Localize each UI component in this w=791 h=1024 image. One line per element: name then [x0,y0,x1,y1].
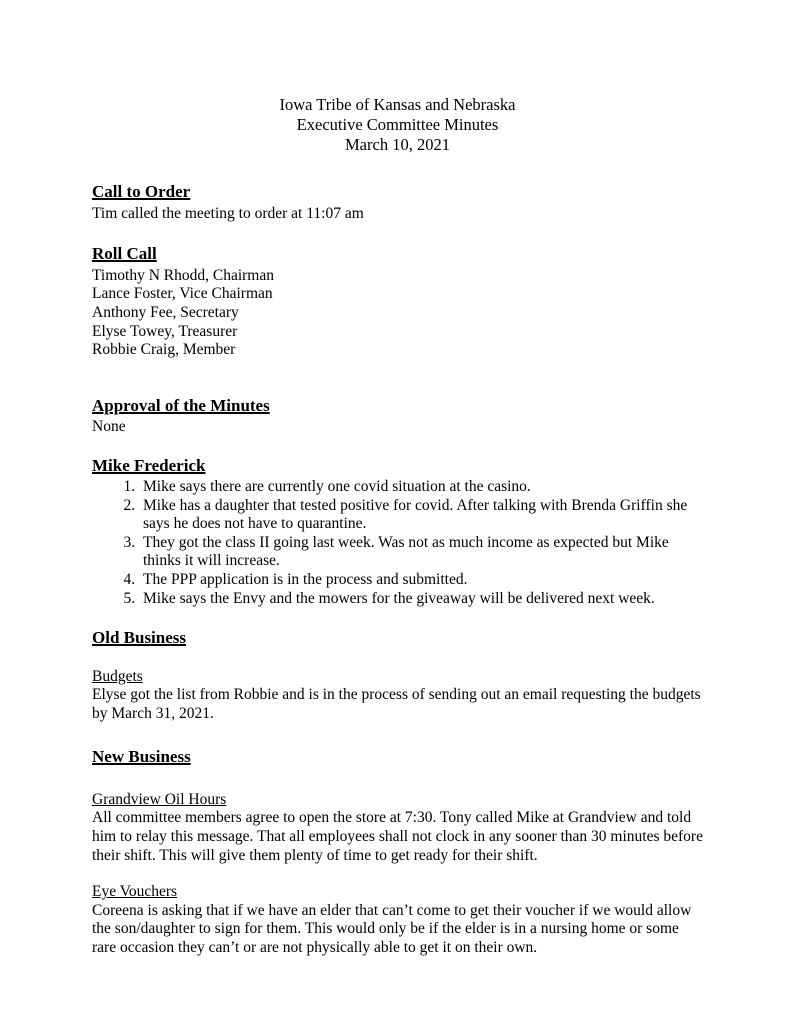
call-to-order-text: Tim called the meeting to order at 11:07 am [92,204,364,222]
section-heading-new-business: New Business [92,747,191,767]
section-mike-frederick [92,456,703,609]
section-heading-call-to-order: Call to Order [92,182,191,202]
roll-call-member: Elyse Towey, Treasurer [92,322,238,340]
section-new-business [92,747,703,957]
roll-call-member: Robbie Craig, Member [92,341,236,359]
approval-text: None [92,418,126,436]
roll-call-member: Lance Foster, Vice Chairman [92,285,273,303]
eye-vouchers-text: Coreena is asking that if we have an elder that can’t come to get their voucher if we would allow the son/daughter to sign for them. This would only be if the elder is in a nursing home or some rare occasion they can’t or are not physically able to get it on their own. [92,901,692,956]
section-heading-mike-frederick: Mike Frederick [92,455,206,475]
mike-frederick-list [92,478,703,608]
section-old-business [92,628,703,723]
subsection-heading-budgets: Budgets [92,667,143,685]
subsection-heading-grandview: Grandview Oil Hours [92,790,227,808]
section-heading-old-business: Old Business [92,628,187,648]
roll-call-member: Anthony Fee, Secretary [92,303,239,321]
subsection-eye-vouchers [92,883,703,957]
list-item: 4. The PPP application is in the process and submitted. [139,571,703,590]
section-heading-roll-call: Roll Call [92,244,157,264]
list-item: 1. Mike says there are currently one covid situation at the casino. [139,478,703,497]
roll-call-member: Timothy N Rhodd, Chairman [92,266,274,284]
doc-title-line-1: Iowa Tribe of Kansas and Nebraska [279,95,516,114]
budgets-text: Elyse got the list from Robbie and is in the process of sending out an email requesting the budgets by March 31, 2021. [92,686,701,722]
section-call-to-order [92,182,703,223]
section-approval-of-minutes [92,396,703,437]
doc-title-line-3: March 10, 2021 [345,134,450,154]
subsection-heading-eye-vouchers: Eye Vouchers [92,883,178,901]
doc-title-line-2: Executive Committee Minutes [296,114,499,134]
grandview-text: All committee members agree to open the store at 7:30. Tony called Mike at Grandview and told him to relay this message. That all employees shall not clock in any sooner than 30 minutes before their shift. This will give them plenty of time to get ready for their shift. [92,809,703,864]
list-item: 5. Mike says the Envy and the mowers for the giveaway will be delivered next week. [139,590,703,609]
section-heading-approval: Approval of the Minutes [92,395,270,415]
subsection-budgets [92,668,703,724]
subsection-grandview-oil-hours [92,791,703,865]
list-item: 2. Mike has a daughter that tested positive for covid. After talking with Brenda Griffin she says he does not have to quarantine. [139,497,703,534]
list-item: 3. They got the class II going last week. Was not as much income as expected but Mike thinks it will increase. [139,534,703,571]
doc-title [92,95,703,154]
section-roll-call [92,244,703,359]
